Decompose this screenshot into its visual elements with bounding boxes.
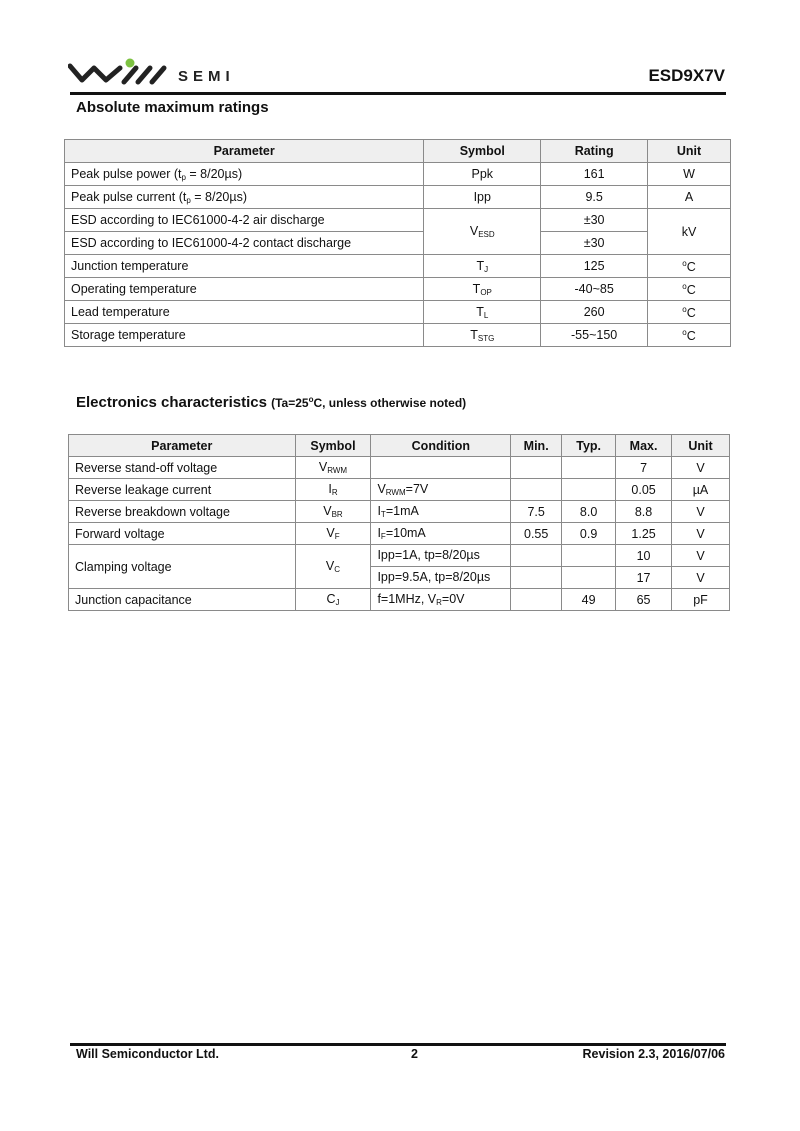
param-cell: Operating temperature [65,278,424,301]
symbol-cell: $T_J$ [424,255,541,278]
min-cell [511,567,562,589]
max-cell: 10 [616,545,672,567]
table-row [69,501,730,523]
table-header-row [69,435,730,457]
table-row [65,163,731,186]
typ-cell: 8.0 [562,501,616,523]
condition-cell: $V_{RWM}=7V$ [371,479,511,501]
table-header-row [65,140,731,163]
col-header: Parameter [69,435,296,457]
table-row [65,324,731,347]
symbol-cell: $V_{RWM}$ [295,457,371,479]
symbol-cell: $I_R$ [295,479,371,501]
col-header: Parameter [65,140,424,163]
table-row [65,186,731,209]
min-cell: 0.55 [511,523,562,545]
param-cell: Forward voltage [69,523,296,545]
max-cell: 1.25 [616,523,672,545]
elec-table [68,434,730,611]
symbol-cell: Ppk [424,163,541,186]
rating-cell: ±30 [541,232,648,255]
rating-cell: -40~85 [541,278,648,301]
col-header: Symbol [424,140,541,163]
col-header: Rating [541,140,648,163]
param-cell: ESD according to IEC61000-4-2 contact discharge [65,232,424,255]
condition-cell: $I_F=10mA$ [371,523,511,545]
page-number: 2 [411,1047,418,1061]
unit-cell: W [648,163,731,186]
symbol-cell: $C_J$ [295,589,371,611]
condition-cell: $I_T=1mA$ [371,501,511,523]
abs-max-table [64,139,731,347]
unit-cell: $^o$C [648,324,731,347]
unit-cell: A [648,186,731,209]
rating-cell: -55~150 [541,324,648,347]
param-cell: Reverse leakage current [69,479,296,501]
unit-cell: V [672,501,730,523]
param-cell: Reverse breakdown voltage [69,501,296,523]
max-cell: 7 [616,457,672,479]
col-header: Unit [672,435,730,457]
typ-cell [562,457,616,479]
table-row [69,589,730,611]
table-row [65,209,731,232]
typ-cell [562,479,616,501]
unit-cell: $^o$C [648,255,731,278]
elec-title: Electronics characteristics ($Ta=25^oC$, unless otherwise noted) [76,394,467,411]
condition-cell: Ipp=1A, tp=8/20µs [371,545,511,567]
condition-cell [371,457,511,479]
typ-cell [562,567,616,589]
table-row [69,545,730,567]
min-cell [511,589,562,611]
max-cell: 65 [616,589,672,611]
param-cell: Clamping voltage [69,545,296,589]
rating-cell: ±30 [541,209,648,232]
header-rule [70,92,726,95]
will-semi-logo [68,56,258,88]
condition-cell: f=1MHz, $V_R=0V$ [371,589,511,611]
part-number: ESD9X7V [648,66,725,85]
table-row [65,232,731,255]
col-header: Unit [648,140,731,163]
max-cell: 0.05 [616,479,672,501]
param-cell: Storage temperature [65,324,424,347]
rating-cell: 161 [541,163,648,186]
col-header: Typ. [562,435,616,457]
typ-cell: 0.9 [562,523,616,545]
table-row [69,523,730,545]
col-header: Min. [511,435,562,457]
elec-note: ($Ta=25^oC$, unless otherwise noted) [271,395,467,410]
min-cell: 7.5 [511,501,562,523]
unit-cell: pF [672,589,730,611]
param-cell: Peak pulse power $(t_p = 8/20\mu s)$ [65,163,424,186]
unit-cell: $^o$C [648,278,731,301]
min-cell [511,479,562,501]
param-cell: Junction capacitance [69,589,296,611]
typ-cell: 49 [562,589,616,611]
logo-semi-text: SEMI [178,68,235,85]
symbol-cell: $T_{STG}$ [424,324,541,347]
symbol-cell: $V_C$ [295,545,371,589]
table-row [65,278,731,301]
min-cell [511,545,562,567]
rating-cell: 9.5 [541,186,648,209]
param-cell: Peak pulse current $(t_p = 8/20\mu s)$ [65,186,424,209]
rating-cell: 125 [541,255,648,278]
col-header: Symbol [295,435,371,457]
param-cell: ESD according to IEC61000-4-2 air discharge [65,209,424,232]
col-header: Condition [371,435,511,457]
footer-company: Will Semiconductor Ltd. [76,1047,219,1061]
unit-cell: µA [672,479,730,501]
footer-rule [70,1043,726,1046]
unit-cell: V [672,567,730,589]
abs-max-title: Absolute maximum ratings [76,99,269,116]
param-cell: Junction temperature [65,255,424,278]
unit-cell: V [672,523,730,545]
table-row [65,301,731,324]
table-row [69,479,730,501]
table-row [65,255,731,278]
max-cell: 17 [616,567,672,589]
condition-cell: Ipp=9.5A, tp=8/20µs [371,567,511,589]
unit-cell: $^o$C [648,301,731,324]
symbol-cell: Ipp [424,186,541,209]
unit-cell: V [672,457,730,479]
unit-cell: V [672,545,730,567]
symbol-cell: $T_{OP}$ [424,278,541,301]
unit-cell: kV [648,209,731,255]
footer-revision: Revision 2.3, 2016/07/06 [582,1047,725,1061]
symbol-cell: $T_L$ [424,301,541,324]
param-cell: Reverse stand-off voltage [69,457,296,479]
symbol-cell: $V_{BR}$ [295,501,371,523]
table-row [69,457,730,479]
rating-cell: 260 [541,301,648,324]
typ-cell [562,545,616,567]
symbol-cell: $V_F$ [295,523,371,545]
max-cell: 8.8 [616,501,672,523]
min-cell [511,457,562,479]
param-cell: Lead temperature [65,301,424,324]
symbol-cell: $V_{ESD}$ [424,209,541,255]
col-header: Max. [616,435,672,457]
